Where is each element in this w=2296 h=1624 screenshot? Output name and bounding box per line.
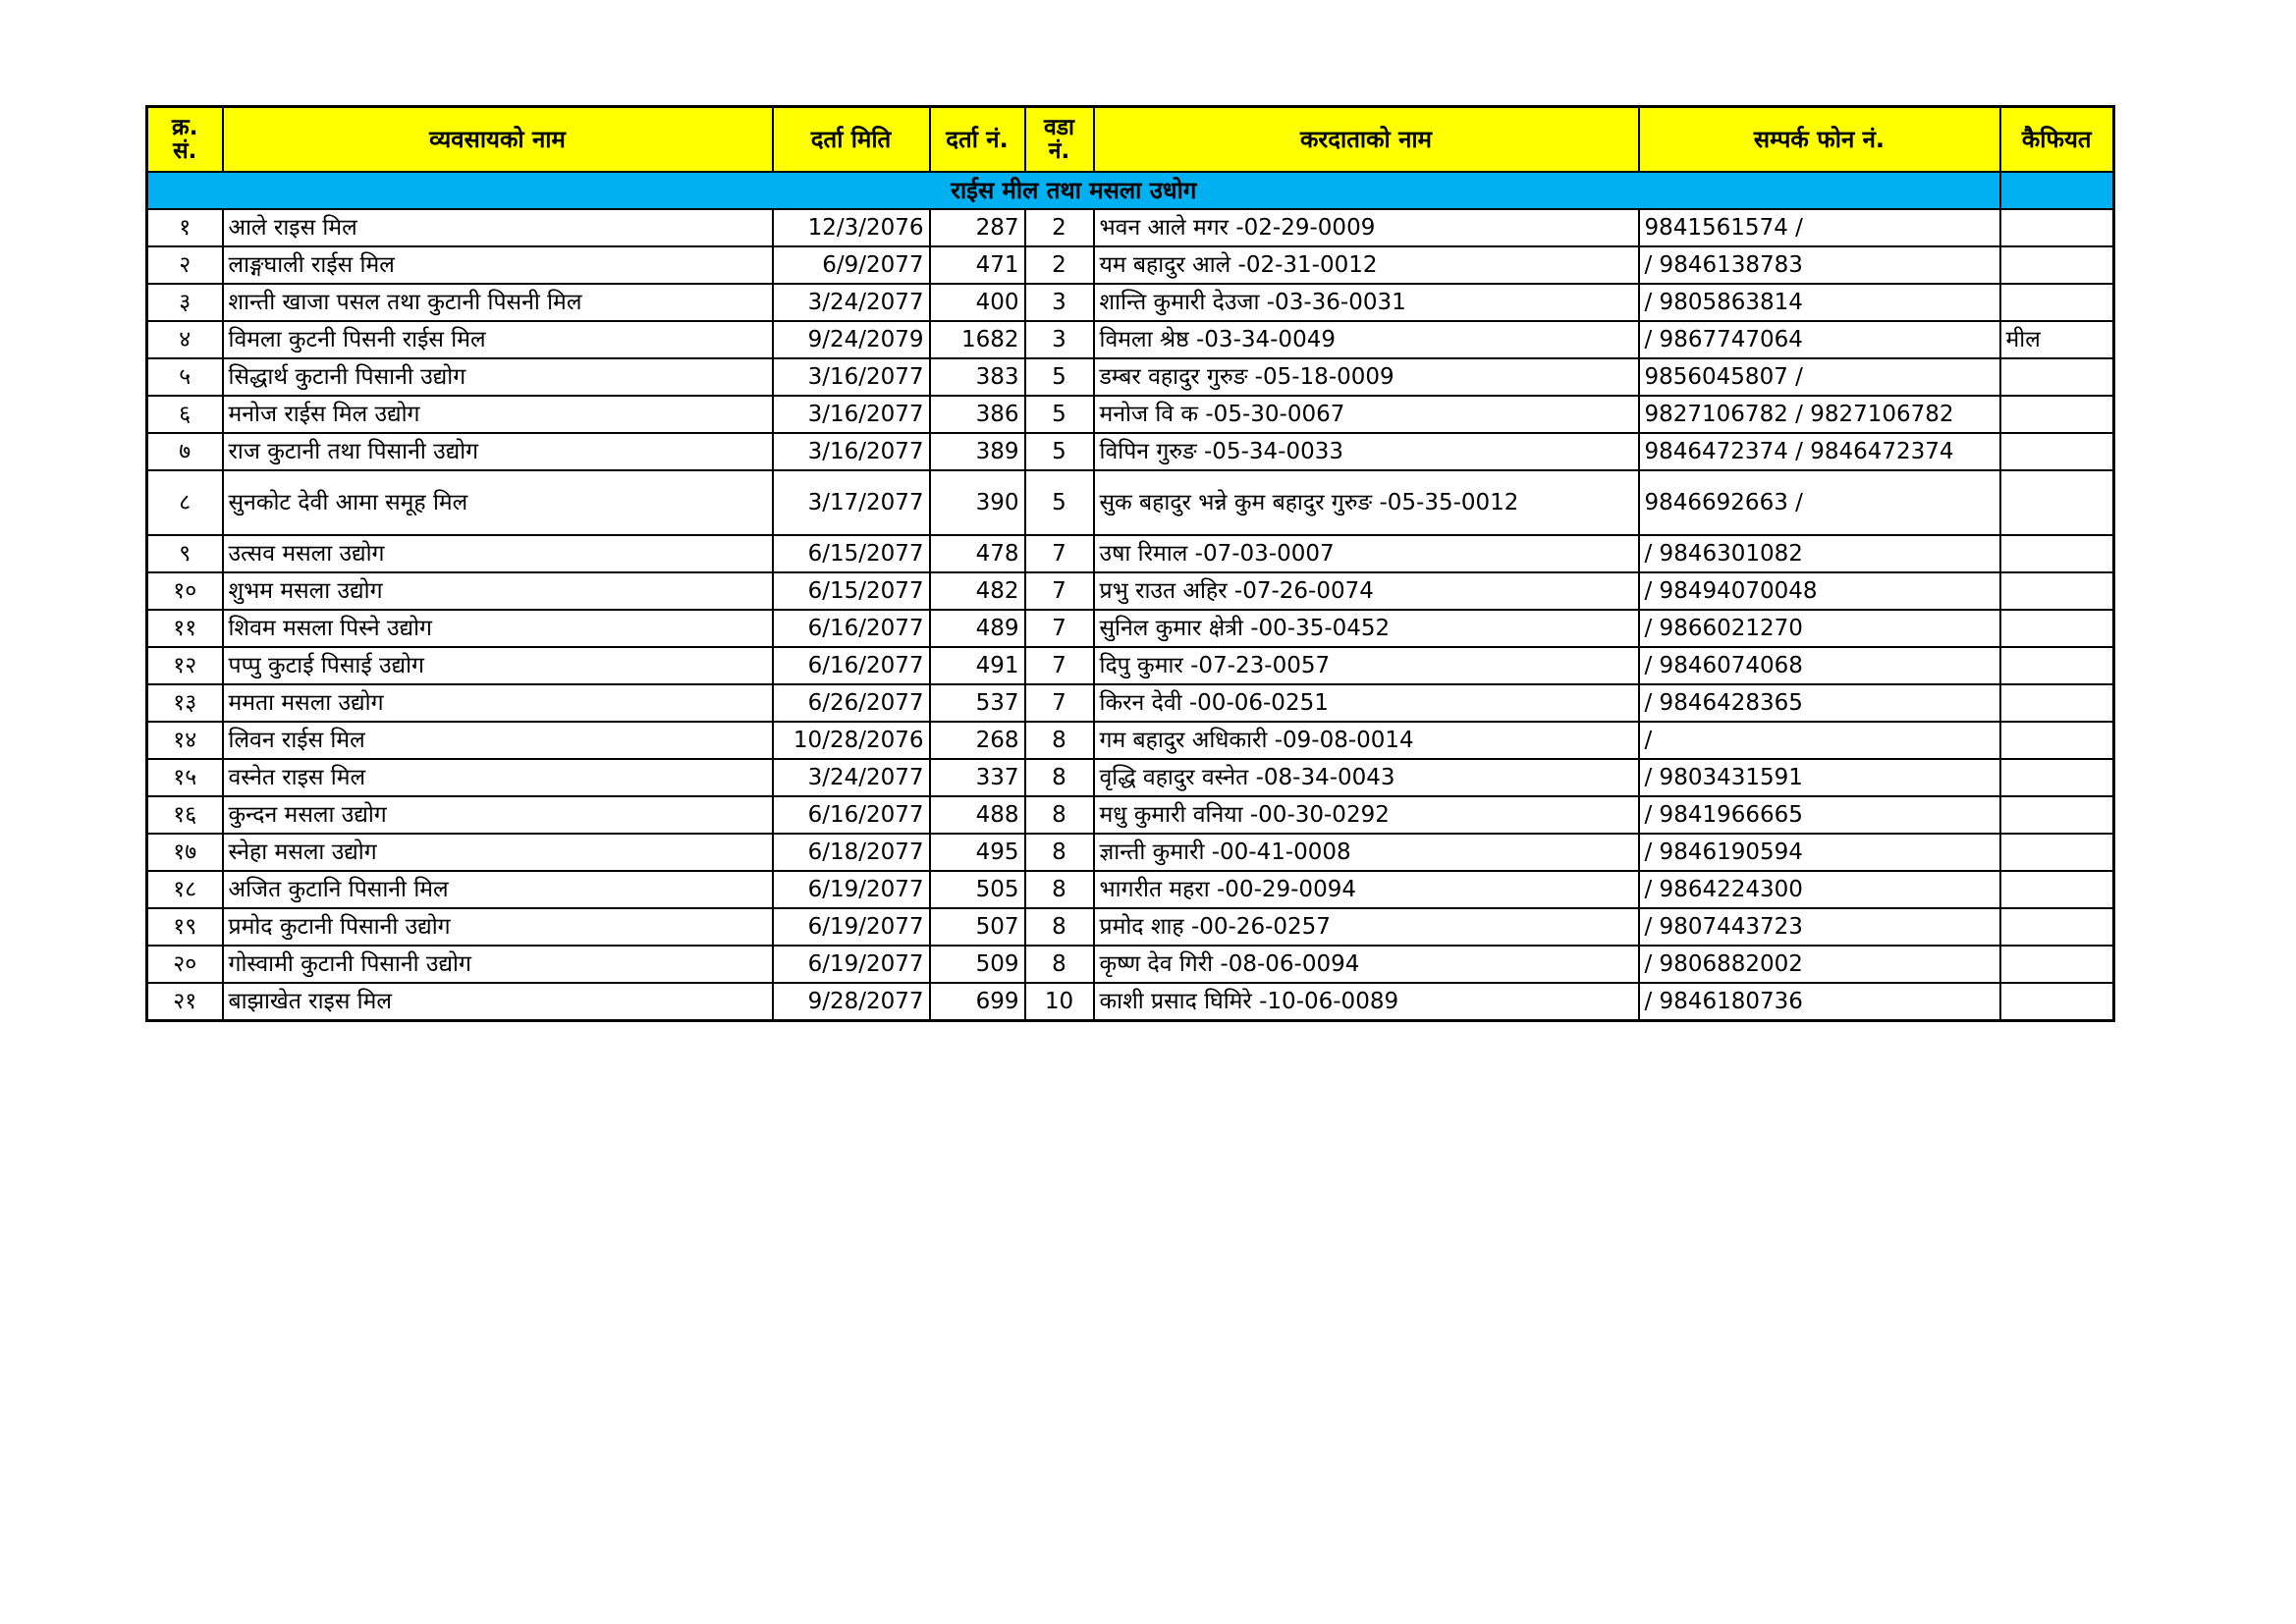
business-name-cell: स्नेहा मसला उद्योग bbox=[223, 834, 773, 871]
taxpayer-name-cell: काशी प्रसाद घिमिरे -10-06-0089 bbox=[1094, 983, 1639, 1021]
ward-number-cell: 8 bbox=[1025, 871, 1094, 908]
business-name-cell: गोस्वामी कुटानी पिसानी उद्योग bbox=[223, 946, 773, 983]
table-row bbox=[147, 358, 2114, 396]
remarks-cell bbox=[2000, 572, 2114, 610]
remarks-cell bbox=[2000, 946, 2114, 983]
business-name-cell: वस्नेत राइस मिल bbox=[223, 759, 773, 796]
ward-number-cell: 2 bbox=[1025, 246, 1094, 284]
table-row bbox=[147, 610, 2114, 647]
serial-number-cell: १७ bbox=[147, 834, 223, 871]
taxpayer-name-cell: कृष्ण देव गिरी -08-06-0094 bbox=[1094, 946, 1639, 983]
registration-date-cell: 6/19/2077 bbox=[773, 908, 930, 946]
header-serial-line2: सं. bbox=[173, 138, 197, 164]
registration-number-cell: 489 bbox=[930, 610, 1025, 647]
table-row bbox=[147, 946, 2114, 983]
registration-number-cell: 495 bbox=[930, 834, 1025, 871]
registration-number-cell: 471 bbox=[930, 246, 1025, 284]
ward-number-cell: 8 bbox=[1025, 946, 1094, 983]
table-row bbox=[147, 908, 2114, 946]
remarks-cell bbox=[2000, 759, 2114, 796]
taxpayer-name-cell: भवन आले मगर -02-29-0009 bbox=[1094, 209, 1639, 246]
business-name-cell: शिवम मसला पिस्ने उद्योग bbox=[223, 610, 773, 647]
section-remarks-cell bbox=[2000, 172, 2114, 209]
serial-number-cell: १९ bbox=[147, 908, 223, 946]
serial-number-cell: २१ bbox=[147, 983, 223, 1021]
registration-number-cell: 337 bbox=[930, 759, 1025, 796]
contact-phone-cell: / 9867747064 bbox=[1639, 321, 2000, 358]
registration-date-cell: 3/24/2077 bbox=[773, 284, 930, 321]
registration-date-cell: 3/16/2077 bbox=[773, 358, 930, 396]
ward-number-cell: 3 bbox=[1025, 321, 1094, 358]
ward-number-cell: 7 bbox=[1025, 684, 1094, 722]
taxpayer-name-cell: उषा रिमाल -07-03-0007 bbox=[1094, 535, 1639, 572]
registration-date-cell: 6/15/2077 bbox=[773, 572, 930, 610]
taxpayer-name-cell: यम बहादुर आले -02-31-0012 bbox=[1094, 246, 1639, 284]
registration-date-cell: 9/28/2077 bbox=[773, 983, 930, 1021]
remarks-cell bbox=[2000, 246, 2114, 284]
registration-number-cell: 491 bbox=[930, 647, 1025, 684]
ward-number-cell: 3 bbox=[1025, 284, 1094, 321]
taxpayer-name-cell: विपिन गुरुङ -05-34-0033 bbox=[1094, 433, 1639, 470]
remarks-cell bbox=[2000, 470, 2114, 535]
remarks-cell bbox=[2000, 284, 2114, 321]
serial-number-cell: २० bbox=[147, 946, 223, 983]
registration-date-cell: 9/24/2079 bbox=[773, 321, 930, 358]
header-remarks: कैफियत bbox=[2000, 107, 2114, 173]
registration-date-cell: 3/24/2077 bbox=[773, 759, 930, 796]
ward-number-cell: 8 bbox=[1025, 759, 1094, 796]
business-name-cell: उत्सव मसला उद्योग bbox=[223, 535, 773, 572]
serial-number-cell: १२ bbox=[147, 647, 223, 684]
registration-date-cell: 6/9/2077 bbox=[773, 246, 930, 284]
registration-date-cell: 10/28/2076 bbox=[773, 722, 930, 759]
registration-date-cell: 12/3/2076 bbox=[773, 209, 930, 246]
table-row bbox=[147, 535, 2114, 572]
remarks-cell bbox=[2000, 834, 2114, 871]
table-row bbox=[147, 572, 2114, 610]
business-name-cell: सिद्धार्थ कुटानी पिसानी उद्योग bbox=[223, 358, 773, 396]
taxpayer-name-cell: मनोज वि क -05-30-0067 bbox=[1094, 396, 1639, 433]
header-serial-number bbox=[147, 107, 223, 173]
taxpayer-name-cell: मधु कुमारी वनिया -00-30-0292 bbox=[1094, 796, 1639, 834]
serial-number-cell: १५ bbox=[147, 759, 223, 796]
table-row bbox=[147, 759, 2114, 796]
header-taxpayer-name: करदाताको नाम bbox=[1094, 107, 1639, 173]
serial-number-cell: १ bbox=[147, 209, 223, 246]
registration-number-cell: 509 bbox=[930, 946, 1025, 983]
taxpayer-name-cell: शान्ति कुमारी देउजा -03-36-0031 bbox=[1094, 284, 1639, 321]
remarks-cell bbox=[2000, 535, 2114, 572]
registration-number-cell: 507 bbox=[930, 908, 1025, 946]
business-name-cell: शान्ती खाजा पसल तथा कुटानी पिसनी मिल bbox=[223, 284, 773, 321]
contact-phone-cell: / 9846301082 bbox=[1639, 535, 2000, 572]
taxpayer-name-cell: विमला श्रेष्ठ -03-34-0049 bbox=[1094, 321, 1639, 358]
serial-number-cell: १६ bbox=[147, 796, 223, 834]
registration-number-cell: 383 bbox=[930, 358, 1025, 396]
taxpayer-name-cell: प्रभु राउत अहिर -07-26-0074 bbox=[1094, 572, 1639, 610]
contact-phone-cell: / bbox=[1639, 722, 2000, 759]
taxpayer-name-cell: सुनिल कुमार क्षेत्री -00-35-0452 bbox=[1094, 610, 1639, 647]
serial-number-cell: ११ bbox=[147, 610, 223, 647]
registration-date-cell: 3/17/2077 bbox=[773, 470, 930, 535]
header-registration-number: दर्ता नं. bbox=[930, 107, 1025, 173]
business-name-cell: सुनकोट देवी आमा समूह मिल bbox=[223, 470, 773, 535]
table-row bbox=[147, 983, 2114, 1021]
business-name-cell: आले राइस मिल bbox=[223, 209, 773, 246]
contact-phone-cell: / 9841966665 bbox=[1639, 796, 2000, 834]
table-row bbox=[147, 834, 2114, 871]
ward-number-cell: 8 bbox=[1025, 796, 1094, 834]
registration-date-cell: 6/18/2077 bbox=[773, 834, 930, 871]
business-name-cell: लिवन राईस मिल bbox=[223, 722, 773, 759]
taxpayer-name-cell: प्रमोेद शाह -00-26-0257 bbox=[1094, 908, 1639, 946]
contact-phone-cell: 9856045807 / bbox=[1639, 358, 2000, 396]
ward-number-cell: 5 bbox=[1025, 470, 1094, 535]
taxpayer-name-cell: दिपु कुमार -07-23-0057 bbox=[1094, 647, 1639, 684]
registration-date-cell: 6/16/2077 bbox=[773, 796, 930, 834]
contact-phone-cell: / 98494070048 bbox=[1639, 572, 2000, 610]
section-title: राईस मील तथा मसला उधोग bbox=[147, 172, 2000, 209]
table-row bbox=[147, 433, 2114, 470]
contact-phone-cell: 9841561574 / bbox=[1639, 209, 2000, 246]
remarks-cell bbox=[2000, 722, 2114, 759]
contact-phone-cell: 9827106782 / 9827106782 bbox=[1639, 396, 2000, 433]
taxpayer-name-cell: गम बहादुर अधिकारी -09-08-0014 bbox=[1094, 722, 1639, 759]
ward-number-cell: 5 bbox=[1025, 358, 1094, 396]
business-name-cell: अजित कुटानि पिसानी मिल bbox=[223, 871, 773, 908]
serial-number-cell: ८ bbox=[147, 470, 223, 535]
remarks-cell bbox=[2000, 433, 2114, 470]
table-row bbox=[147, 209, 2114, 246]
ward-number-cell: 5 bbox=[1025, 433, 1094, 470]
registration-number-cell: 505 bbox=[930, 871, 1025, 908]
table-row bbox=[147, 396, 2114, 433]
business-name-cell: लाङ्गघाली राईस मिल bbox=[223, 246, 773, 284]
contact-phone-cell: / 9803431591 bbox=[1639, 759, 2000, 796]
remarks-cell bbox=[2000, 684, 2114, 722]
remarks-cell bbox=[2000, 209, 2114, 246]
business-name-cell: शुभम मसला उद्योग bbox=[223, 572, 773, 610]
contact-phone-cell: / 9866021270 bbox=[1639, 610, 2000, 647]
contact-phone-cell: / 9805863814 bbox=[1639, 284, 2000, 321]
table-body bbox=[147, 172, 2114, 1021]
serial-number-cell: २ bbox=[147, 246, 223, 284]
business-registry-table bbox=[145, 105, 2115, 1022]
ward-number-cell: 8 bbox=[1025, 722, 1094, 759]
taxpayer-name-cell: डम्बर वहादुर गुरुङ -05-18-0009 bbox=[1094, 358, 1639, 396]
registration-date-cell: 3/16/2077 bbox=[773, 433, 930, 470]
ward-number-cell: 2 bbox=[1025, 209, 1094, 246]
ward-number-cell: 8 bbox=[1025, 908, 1094, 946]
header-ward-line1: वडा bbox=[1043, 114, 1075, 140]
business-name-cell: बाझाखेत राइस मिल bbox=[223, 983, 773, 1021]
serial-number-cell: १३ bbox=[147, 684, 223, 722]
remarks-cell: मील bbox=[2000, 321, 2114, 358]
registration-date-cell: 6/16/2077 bbox=[773, 647, 930, 684]
business-name-cell: कुन्दन मसला उद्योग bbox=[223, 796, 773, 834]
header-ward-line2: नं. bbox=[1048, 138, 1070, 164]
registration-number-cell: 386 bbox=[930, 396, 1025, 433]
remarks-cell bbox=[2000, 871, 2114, 908]
serial-number-cell: ५ bbox=[147, 358, 223, 396]
contact-phone-cell: / 9807443723 bbox=[1639, 908, 2000, 946]
table-row bbox=[147, 796, 2114, 834]
remarks-cell bbox=[2000, 396, 2114, 433]
registration-date-cell: 6/15/2077 bbox=[773, 535, 930, 572]
registration-number-cell: 400 bbox=[930, 284, 1025, 321]
remarks-cell bbox=[2000, 908, 2114, 946]
serial-number-cell: ७ bbox=[147, 433, 223, 470]
ward-number-cell: 7 bbox=[1025, 610, 1094, 647]
ward-number-cell: 7 bbox=[1025, 535, 1094, 572]
business-name-cell: ममता मसला उद्योग bbox=[223, 684, 773, 722]
business-name-cell: राज कुटानी तथा पिसानी उद्योग bbox=[223, 433, 773, 470]
ward-number-cell: 8 bbox=[1025, 834, 1094, 871]
header-contact-phone: सम्पर्क फोन नं. bbox=[1639, 107, 2000, 173]
registration-number-cell: 389 bbox=[930, 433, 1025, 470]
table-row bbox=[147, 684, 2114, 722]
business-name-cell: प्रमोद कुटानी पिसानी उद्योग bbox=[223, 908, 773, 946]
table-row bbox=[147, 470, 2114, 535]
table-row bbox=[147, 321, 2114, 358]
registration-number-cell: 268 bbox=[930, 722, 1025, 759]
serial-number-cell: ३ bbox=[147, 284, 223, 321]
header-serial-line1: क्र. bbox=[172, 114, 198, 140]
registration-number-cell: 1682 bbox=[930, 321, 1025, 358]
business-name-cell: मनोज राईस मिल उद्योग bbox=[223, 396, 773, 433]
header-registration-date: दर्ता मिति bbox=[773, 107, 930, 173]
taxpayer-name-cell: सुक बहादुर भन्ने कुम बहादुर गुरुङ -05-35-0012 bbox=[1094, 470, 1639, 535]
serial-number-cell: १० bbox=[147, 572, 223, 610]
business-name-cell: पप्पु कुटाई पिसाई उद्योग bbox=[223, 647, 773, 684]
contact-phone-cell: / 9846138783 bbox=[1639, 246, 2000, 284]
registration-date-cell: 6/19/2077 bbox=[773, 871, 930, 908]
header-ward-number bbox=[1025, 107, 1094, 173]
registration-number-cell: 537 bbox=[930, 684, 1025, 722]
contact-phone-cell: / 9846180736 bbox=[1639, 983, 2000, 1021]
section-row bbox=[147, 172, 2114, 209]
serial-number-cell: १८ bbox=[147, 871, 223, 908]
remarks-cell bbox=[2000, 647, 2114, 684]
remarks-cell bbox=[2000, 358, 2114, 396]
serial-number-cell: ६ bbox=[147, 396, 223, 433]
registration-number-cell: 482 bbox=[930, 572, 1025, 610]
ward-number-cell: 7 bbox=[1025, 647, 1094, 684]
contact-phone-cell: 9846692663 / bbox=[1639, 470, 2000, 535]
contact-phone-cell: / 9806882002 bbox=[1639, 946, 2000, 983]
registration-date-cell: 6/26/2077 bbox=[773, 684, 930, 722]
registration-date-cell: 3/16/2077 bbox=[773, 396, 930, 433]
table-row bbox=[147, 722, 2114, 759]
ward-number-cell: 10 bbox=[1025, 983, 1094, 1021]
contact-phone-cell: / 9846428365 bbox=[1639, 684, 2000, 722]
table-row bbox=[147, 871, 2114, 908]
registration-number-cell: 699 bbox=[930, 983, 1025, 1021]
table-row bbox=[147, 284, 2114, 321]
remarks-cell bbox=[2000, 796, 2114, 834]
table-row bbox=[147, 647, 2114, 684]
business-name-cell: विमला कुटनी पिसनी राईस मिल bbox=[223, 321, 773, 358]
remarks-cell bbox=[2000, 610, 2114, 647]
contact-phone-cell: / 9846074068 bbox=[1639, 647, 2000, 684]
ward-number-cell: 7 bbox=[1025, 572, 1094, 610]
registration-date-cell: 6/19/2077 bbox=[773, 946, 930, 983]
contact-phone-cell: / 9864224300 bbox=[1639, 871, 2000, 908]
serial-number-cell: १४ bbox=[147, 722, 223, 759]
registration-number-cell: 390 bbox=[930, 470, 1025, 535]
contact-phone-cell: / 9846190594 bbox=[1639, 834, 2000, 871]
serial-number-cell: ९ bbox=[147, 535, 223, 572]
taxpayer-name-cell: वृद्धि वहादुर वस्नेत -08-34-0043 bbox=[1094, 759, 1639, 796]
registration-date-cell: 6/16/2077 bbox=[773, 610, 930, 647]
taxpayer-name-cell: ज्ञान्ती कुमारी -00-41-0008 bbox=[1094, 834, 1639, 871]
registration-number-cell: 287 bbox=[930, 209, 1025, 246]
registration-number-cell: 478 bbox=[930, 535, 1025, 572]
taxpayer-name-cell: भागरीत महरा -00-29-0094 bbox=[1094, 871, 1639, 908]
ward-number-cell: 5 bbox=[1025, 396, 1094, 433]
remarks-cell bbox=[2000, 983, 2114, 1021]
contact-phone-cell: 9846472374 / 9846472374 bbox=[1639, 433, 2000, 470]
registration-number-cell: 488 bbox=[930, 796, 1025, 834]
header-row bbox=[147, 107, 2114, 173]
taxpayer-name-cell: किरन देवी -00-06-0251 bbox=[1094, 684, 1639, 722]
header-business-name: व्यवसायको नाम bbox=[223, 107, 773, 173]
table-row bbox=[147, 246, 2114, 284]
serial-number-cell: ४ bbox=[147, 321, 223, 358]
